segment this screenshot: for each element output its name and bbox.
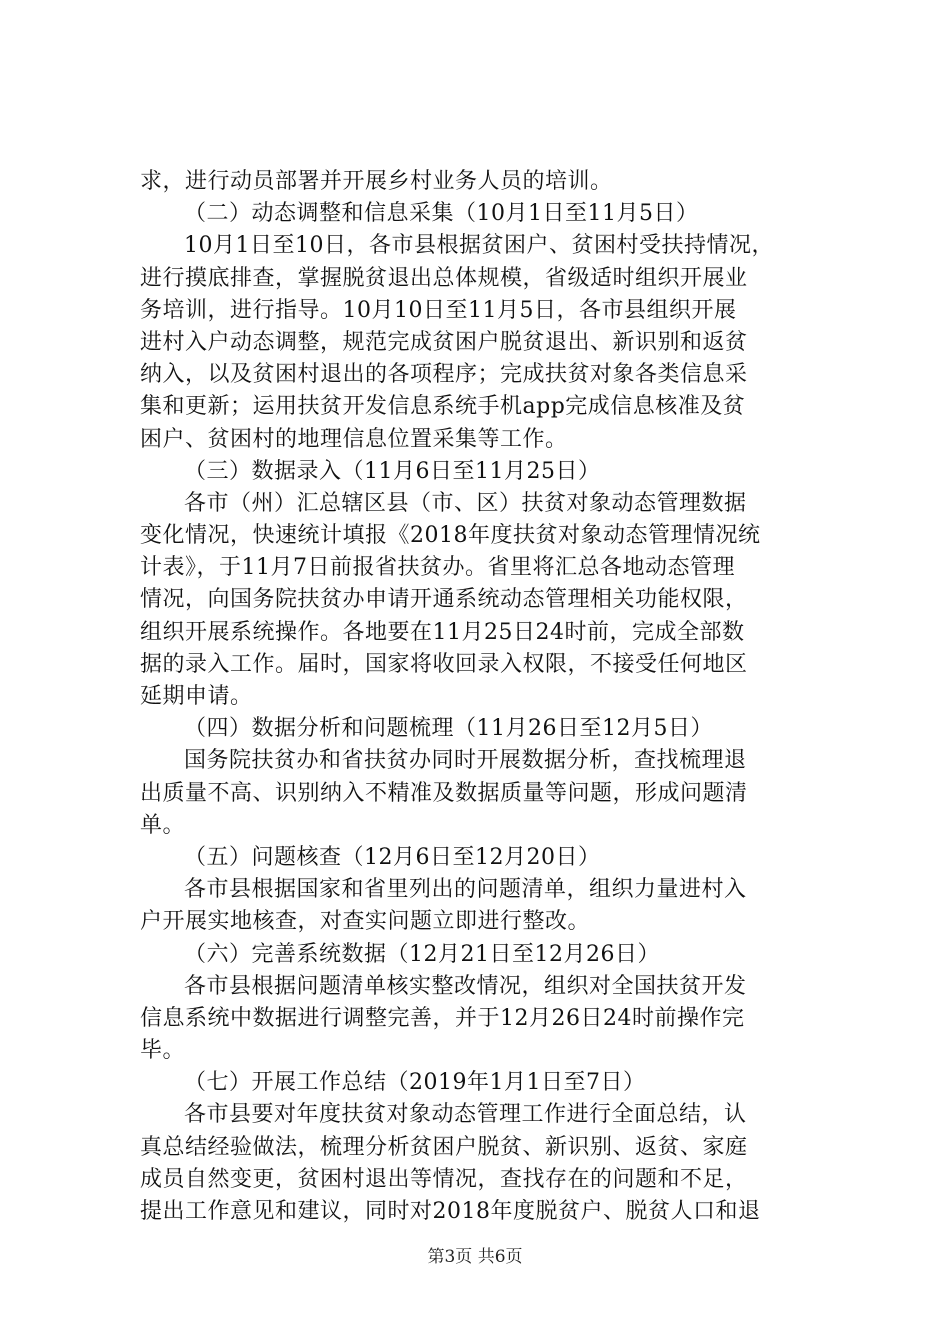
- text-line: 进行摸底排查，掌握脱贫退出总体规模，省级适时组织开展业: [140, 265, 748, 291]
- text-line: 成员自然变更，贫困村退出等情况，查找存在的问题和不足，: [140, 1166, 748, 1192]
- text-line: （四）数据分析和问题梳理（11月26日至12月5日）: [184, 716, 713, 742]
- text-line: 国务院扶贫办和省扶贫办同时开展数据分析，查找梳理退: [184, 748, 747, 774]
- text-line: 集和更新；运用扶贫开发信息系统手机app完成信息核准及贫: [140, 394, 746, 420]
- text-line: 延期申请。: [140, 684, 253, 709]
- text-line: （三）数据录入（11月6日至11月25日）: [184, 458, 601, 484]
- text-line: 单。: [140, 812, 186, 838]
- text-line: 毕。: [140, 1038, 186, 1064]
- text-line: 求，进行动员部署并开展乡村业务人员的培训。: [140, 169, 613, 194]
- text-line: 纳入，以及贫困村退出的各项程序；完成扶贫对象各类信息采: [140, 362, 748, 388]
- text-line: 务培训，进行指导。10月10日至11月5日，各市县组织开展: [140, 297, 737, 323]
- text-line: 进村入户动态调整，规范完成贫困户脱贫退出、新识别和返贫: [140, 329, 748, 355]
- text-line: （六）完善系统数据（12月21日至12月26日）: [184, 941, 660, 967]
- text-line: （二）动态调整和信息采集（10月1日至11月5日）: [184, 201, 699, 227]
- text-line: （五）问题核查（12月6日至12月20日）: [184, 844, 601, 870]
- text-line: 计表》，于11月7日前报省扶贫办。省里将汇总各地动态管理: [140, 555, 735, 581]
- text-line: （七）开展工作总结（2019年1月1日至7日）: [184, 1070, 646, 1096]
- document-body: [140, 166, 830, 1228]
- text-line: 信息系统中数据进行调整完善，并于12月26日24时前操作完: [140, 1005, 745, 1031]
- text-line: 情况，向国务院扶贫办申请开通系统动态管理相关功能权限，: [140, 587, 748, 613]
- text-line: 出质量不高、识别纳入不精准及数据质量等问题，形成问题清: [140, 780, 748, 806]
- text-line: 据的录入工作。届时，国家将收回录入权限，不接受任何地区: [140, 651, 748, 677]
- text-line: 各市县根据国家和省里列出的问题清单，组织力量进村入: [184, 877, 747, 903]
- text-line: 真总结经验做法，梳理分析贫困户脱贫、新识别、返贫、家庭: [140, 1134, 748, 1160]
- text-line: 组织开展系统操作。各地要在11月25日24时前，完成全部数: [140, 619, 745, 645]
- text-line: 各市县要对年度扶贫对象动态管理工作进行全面总结，认: [184, 1102, 747, 1128]
- text-line: 变化情况，快速统计填报《2018年度扶贫对象动态管理情况统: [140, 523, 761, 549]
- page-footer: 第3页 共6页: [427, 1247, 523, 1267]
- text-line: 户开展实地核查，对查实问题立即进行整改。: [140, 909, 591, 935]
- text-line: 各市（州）汇总辖区县（市、区）扶贫对象动态管理数据: [184, 490, 747, 516]
- text-line: 提出工作意见和建议，同时对2018年度脱贫户、脱贫人口和退: [140, 1199, 761, 1224]
- text-line: 困户、贫困村的地理信息位置采集等工作。: [140, 426, 568, 452]
- text-line: 10月1日至10日，各市县根据贫困户、贫困村受扶持情况，: [184, 233, 774, 259]
- text-line: 各市县根据问题清单核实整改情况，组织对全国扶贫开发: [184, 973, 747, 999]
